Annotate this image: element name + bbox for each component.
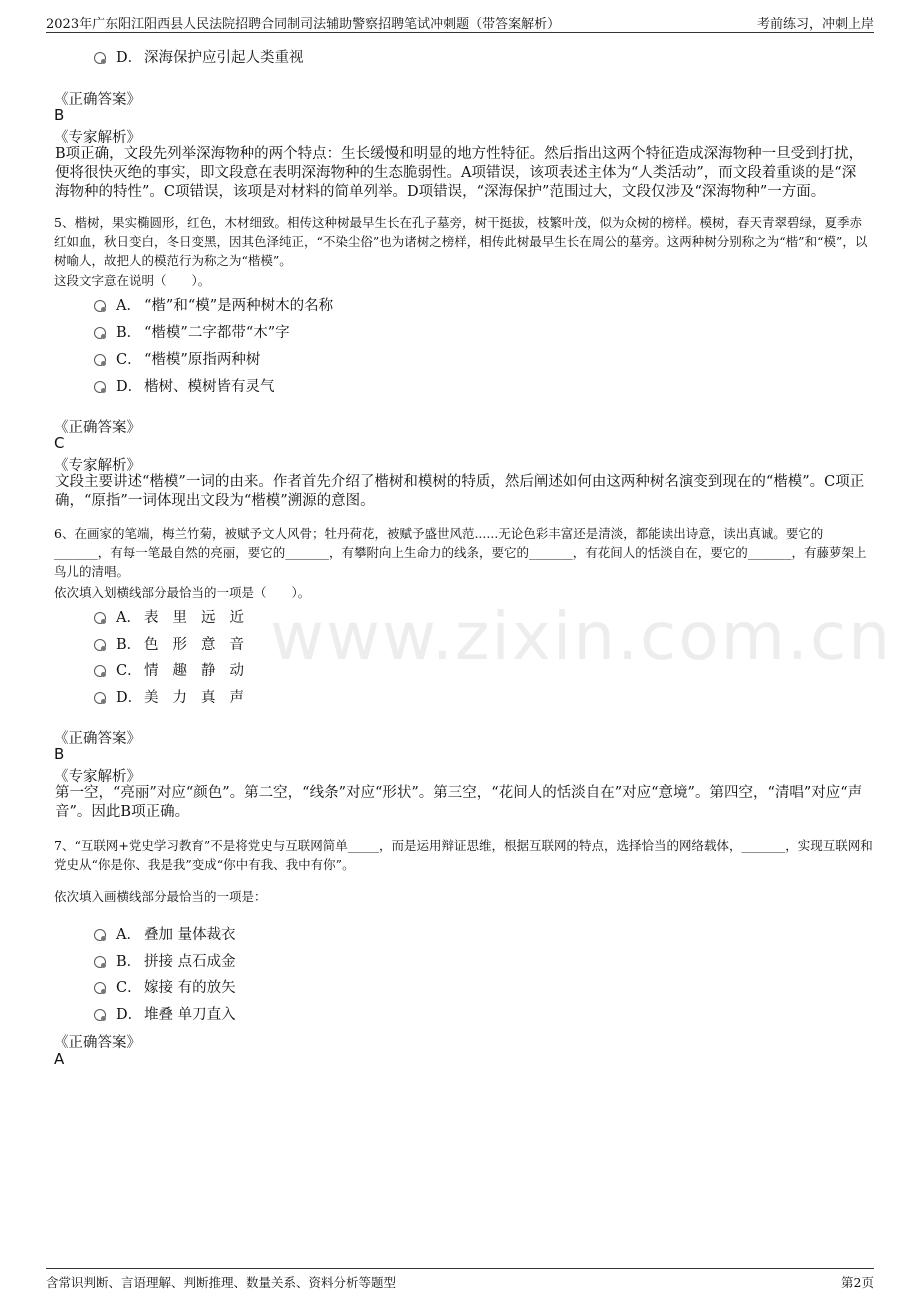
q4-analysis-label: 《专家解析》 xyxy=(54,130,141,146)
q6-option-d[interactable]: D． 美力真声 xyxy=(94,686,258,707)
q4-answer: B xyxy=(54,106,65,124)
radio-icon[interactable] xyxy=(94,300,106,312)
radio-icon[interactable] xyxy=(94,956,106,968)
radio-icon[interactable] xyxy=(94,982,106,994)
q6-option-b[interactable]: B． 色形意音 xyxy=(94,633,258,654)
radio-icon[interactable] xyxy=(94,52,106,64)
document-title: 2023年广东阳江阳西县人民法院招聘合同制司法辅助警察招聘笔试冲刺题（带答案解析） xyxy=(46,17,561,32)
radio-icon[interactable] xyxy=(94,692,106,704)
q4-analysis: B项正确，文段先列举深海物种的两个特点：生长缓慢和明显的地方性特征。然后指出这两个特征造成深海物种一旦受到打扰，便将很快灭绝的事实，即文段意在表明深海物种的生态脆弱性。A项错误，该项表述主体为“人类活动”，而文段着重谈的是“深海物种的特性”。C项错误，该项是对材料的简单列举。D项错误，“深海保护”范围过大，文段仅涉及“深海物种”一方面。 xyxy=(55,146,864,200)
radio-icon[interactable] xyxy=(94,381,106,393)
page-header xyxy=(46,10,874,33)
q5-option-b[interactable]: B． “楷模”二字都带“木”字 xyxy=(94,321,290,342)
q7-prompt: 依次填入画横线部分最恰当的一项是： xyxy=(54,889,267,904)
header-slogan: 考前练习，冲刺上岸 xyxy=(756,17,874,32)
q5-answer: C xyxy=(54,434,65,452)
q6-analysis-label: 《专家解析》 xyxy=(54,769,141,785)
q6-answer: B xyxy=(54,745,65,763)
q6-prompt: 依次填入划横线部分最恰当的一项是（ ）。 xyxy=(54,585,311,600)
q5-answer-label: 《正确答案》 xyxy=(54,420,141,436)
q5-stem: 5、楷树，果实椭圆形，红色，木材细致。相传这种树最早生长在孔子墓旁，树干挺拔，枝繁叶茂，似为众树的榜样。模树，春天青翠碧绿，夏季赤红如血，秋日变白，冬日变黑，因其色泽纯正，“不染尘俗”也为诸树之榜样，相传此树最早生长在周公的墓旁。这两种树分别称之为“楷”和“模”，以树喻人，故把人的模范行为称之为“楷模”。 xyxy=(54,215,868,268)
q7-stem: 7、“互联网+党史学习教育”不是将党史与互联网简单_____，而是运用辩证思维，根据互联网的特点，选择恰当的网络载体，_______，实现互联网和党史从“你是你、我是我”变成“你中有我、我中有你”。 xyxy=(54,838,873,872)
footer-note: 含常识判断、言语理解、判断推理、数量关系、资料分析等题型 xyxy=(46,1275,397,1290)
radio-icon[interactable] xyxy=(94,354,106,366)
page-number: 第2页 xyxy=(841,1275,874,1290)
radio-icon[interactable] xyxy=(94,612,106,624)
q5-option-a[interactable]: A． “楷”和“模”是两种树木的名称 xyxy=(94,294,333,315)
radio-icon[interactable] xyxy=(94,1009,106,1021)
q5-prompt: 这段文字意在说明（ ）。 xyxy=(54,273,211,288)
watermark: www.zixin.com.cn xyxy=(270,598,893,675)
q7-option-b[interactable]: B． 拼接 点石成金 xyxy=(94,950,236,971)
q4-option-d[interactable]: D． 深海保护应引起人类重视 xyxy=(94,46,304,67)
radio-icon[interactable] xyxy=(94,327,106,339)
q5-analysis: 文段主要讲述“楷模”一词的由来。作者首先介绍了楷树和模树的特质，然后阐述如何由这两种树名演变到现在的“楷模”。C项正确，“原指”一词体现出文段为“楷模”溯源的意图。 xyxy=(55,474,865,509)
q5-analysis-label: 《专家解析》 xyxy=(54,458,141,474)
q7-answer: A xyxy=(54,1050,65,1068)
radio-icon[interactable] xyxy=(94,929,106,941)
q6-answer-label: 《正确答案》 xyxy=(54,731,141,747)
q6-analysis: 第一空，“亮丽”对应“颜色”。第二空，“线条”对应“形状”。第三空，“花间人的恬淡自在”对应“意境”。第四空，“清唱”对应“声音”。因此B项正确。 xyxy=(55,785,863,820)
radio-icon[interactable] xyxy=(94,665,106,677)
q7-option-a[interactable]: A． 叠加 量体裁衣 xyxy=(94,923,236,944)
q5-option-d[interactable]: D． 楷树、模树皆有灵气 xyxy=(94,375,275,396)
q7-option-c[interactable]: C． 嫁接 有的放矢 xyxy=(94,976,236,997)
q6-option-a[interactable]: A． 表里远近 xyxy=(94,606,258,627)
q6-stem: 6、在画家的笔端，梅兰竹菊，被赋予文人风骨；牡丹荷花，被赋予盛世风范......无论色彩丰富还是清淡，都能读出诗意，读出真诚。要它的_______，有每一笔最自然的亮丽，要它的_______，有攀附向上生命力的线条，要它的_______，有花间人的恬淡自在，要它的_______，有藤萝架上鸟儿的清唱。 xyxy=(54,526,867,579)
radio-icon[interactable] xyxy=(94,639,106,651)
page-footer xyxy=(46,1268,874,1293)
q7-option-d[interactable]: D． 堆叠 单刀直入 xyxy=(94,1003,236,1024)
q6-option-c[interactable]: C． 情趣静动 xyxy=(94,659,258,680)
q7-answer-label: 《正确答案》 xyxy=(54,1035,141,1051)
q4-answer-label: 《正确答案》 xyxy=(54,92,141,108)
q5-option-c[interactable]: C． “楷模”原指两种树 xyxy=(94,348,260,369)
